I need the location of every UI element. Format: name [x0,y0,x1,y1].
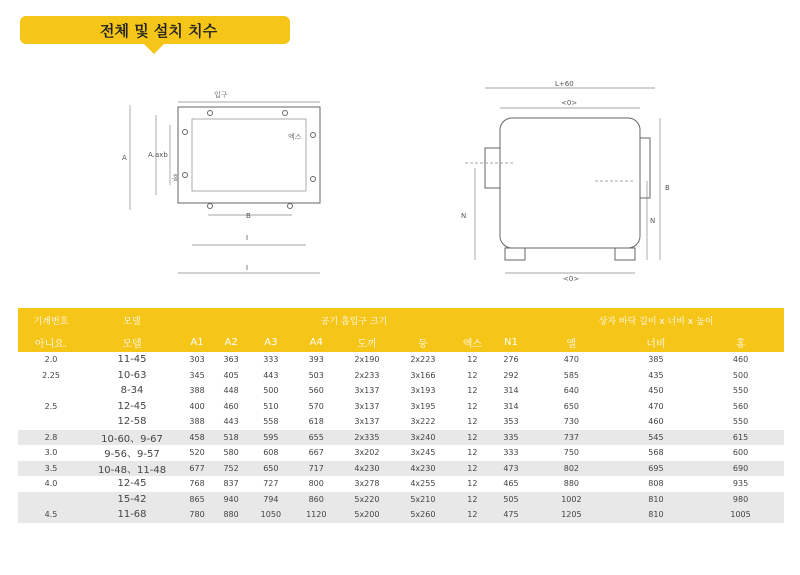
value-cell: 695 [615,461,697,477]
dim-base-label: <0> [563,275,580,283]
dim-l-label: I [246,264,249,272]
value-cell: 2x190 [354,355,380,365]
value-cell: 640 [563,386,580,396]
value-cell: 12 [451,507,494,523]
value-cell: 276 [503,355,519,365]
value-cell: 752 [214,461,248,477]
value-cell: 520 [189,448,205,458]
dim-n1-label: N [650,217,656,225]
value-cell: 1120 [294,507,339,523]
value-cell: 677 [180,461,214,477]
table-row [18,461,784,477]
value-cell: 460 [223,401,239,411]
value-cell: 650 [563,401,580,411]
header-inlet-size: 공기 흡입구 크기 [180,308,528,332]
value-cell: 4x230 [395,461,451,477]
model-cell: 11-45 [117,354,147,366]
machine-no-cell: 2.8 [18,430,84,446]
machine-no-cell: 2.25 [42,370,60,380]
value-cell: 2x233 [354,370,380,380]
dim-h-label: 홍 [172,174,179,182]
value-cell: 3x278 [354,479,380,489]
value-cell: 618 [308,417,324,427]
value-cell: 2x335 [339,430,395,446]
header-h: 홍 [697,332,784,352]
value-cell: 12 [467,417,478,427]
model-cell: 8-34 [120,385,144,397]
value-cell: 505 [494,492,528,508]
header-n1: N1 [494,332,528,352]
value-cell: 12 [467,370,478,380]
value-cell: 940 [214,492,248,508]
banner-pointer [144,44,164,54]
value-cell: 768 [189,479,205,489]
value-cell: 12 [467,479,478,489]
value-cell: 510 [263,401,279,411]
machine-no-cell [18,383,84,399]
header-machine-no: 기계번호 [18,308,84,332]
dim-height-label: B [665,184,670,192]
value-cell: 388 [189,386,205,396]
value-cell: 667 [308,448,324,458]
header-x: 엑스 [451,332,494,352]
value-cell: 560 [732,401,749,411]
value-cell: 980 [697,492,784,508]
value-cell: 690 [697,461,784,477]
header-axe: 도끼 [339,332,395,352]
model-cell: 10-63 [117,369,147,381]
value-cell: 3x193 [410,386,436,396]
value-cell: 292 [503,370,519,380]
value-cell: 935 [732,479,749,489]
table-row [18,414,784,430]
value-cell: 717 [294,461,339,477]
value-cell: 570 [308,401,324,411]
value-cell: 470 [563,355,580,365]
header-w: 너비 [615,332,697,352]
value-cell: 475 [494,507,528,523]
header-model: 모델 [84,308,180,332]
header-b: 둥 [395,332,451,352]
value-cell: 385 [648,355,664,365]
machine-no-cell: 3.5 [18,461,84,477]
value-cell: 3x245 [410,448,436,458]
machine-no-cell: 4.0 [44,479,58,489]
value-cell: 880 [563,479,580,489]
value-cell: 3x240 [395,430,451,446]
value-cell: 518 [214,430,248,446]
header-l: 엘 [528,332,615,352]
value-cell: 500 [732,370,749,380]
table-row [18,368,784,384]
value-cell: 727 [263,479,279,489]
value-cell: 808 [648,479,664,489]
dim-i-label: I [246,234,249,242]
section-title: 전체 및 설치 치수 [100,22,218,40]
value-cell: 585 [563,370,580,380]
value-cell: 800 [308,479,324,489]
value-cell: 5x200 [339,507,395,523]
dim-b-label: B [246,212,251,220]
machine-no-cell: 4.5 [18,507,84,523]
header-model-sub: 모델 [84,332,180,352]
value-cell: 545 [615,430,697,446]
value-cell: 400 [189,401,205,411]
table-row [18,507,784,523]
value-cell: 443 [223,417,239,427]
hole-label: 엑스 [288,133,302,141]
table-row [18,430,784,446]
model-cell: 15-42 [84,492,180,508]
value-cell: 737 [528,430,615,446]
value-cell: 435 [648,370,664,380]
value-cell: 314 [503,386,519,396]
value-cell: 810 [615,507,697,523]
value-cell: 448 [223,386,239,396]
model-cell: 10-48、11-48 [84,461,180,477]
value-cell: 3x137 [354,386,380,396]
value-cell: 550 [732,417,749,427]
value-cell: 5x220 [339,492,395,508]
table-row [18,445,784,461]
header-no-sub: 아니요. [18,332,84,352]
value-cell: 450 [648,386,664,396]
value-cell: 345 [189,370,205,380]
value-cell: 608 [263,448,279,458]
value-cell: 860 [294,492,339,508]
value-cell: 465 [503,479,519,489]
machine-no-cell: 2.0 [44,355,58,365]
value-cell: 3x137 [354,401,380,411]
value-cell: 560 [308,386,324,396]
machine-no-cell [18,492,84,508]
dim-inner-length-label: <0> [561,99,578,107]
value-cell: 405 [223,370,239,380]
value-cell: 12 [467,401,478,411]
dim-n-label: N [461,212,467,220]
value-cell: 780 [180,507,214,523]
table-row [18,492,784,508]
table-row [18,476,784,492]
value-cell: 12 [451,430,494,446]
value-cell: 1005 [697,507,784,523]
value-cell: 4x255 [410,479,436,489]
value-cell: 388 [189,417,205,427]
value-cell: 460 [648,417,664,427]
machine-no-cell: 3.0 [44,448,58,458]
value-cell: 802 [528,461,615,477]
header-box-size: 상자 바닥 길이 x 너비 x 높이 [528,308,784,332]
model-cell: 12-58 [117,416,147,428]
dim-axb-label: A.axb [148,151,168,159]
value-cell: 4x230 [339,461,395,477]
header-a1: A1 [180,332,214,352]
value-cell: 393 [308,355,324,365]
model-cell: 10-60、9-67 [84,430,180,446]
value-cell: 3x166 [410,370,436,380]
inlet-label: 입구 [214,91,228,99]
value-cell: 650 [248,461,293,477]
header-a2: A2 [214,332,248,352]
value-cell: 655 [294,430,339,446]
table-row [18,383,784,399]
value-cell: 470 [648,401,664,411]
value-cell: 750 [563,448,580,458]
value-cell: 363 [223,355,239,365]
value-cell: 460 [732,355,749,365]
value-cell: 503 [308,370,324,380]
value-cell: 568 [648,448,664,458]
value-cell: 600 [732,448,749,458]
value-cell: 473 [494,461,528,477]
value-cell: 880 [214,507,248,523]
value-cell: 443 [263,370,279,380]
box-side-drawing [455,78,675,283]
value-cell: 1205 [528,507,615,523]
machine-no-cell [18,414,84,430]
value-cell: 615 [697,430,784,446]
value-cell: 558 [263,417,279,427]
machine-no-cell: 2.5 [44,401,58,411]
value-cell: 5x210 [395,492,451,508]
value-cell: 1050 [248,507,293,523]
table-row [18,399,784,415]
value-cell: 12 [451,492,494,508]
header-a4: A4 [294,332,339,352]
header-a3: A3 [248,332,293,352]
value-cell: 837 [223,479,239,489]
value-cell: 353 [503,417,519,427]
value-cell: 810 [615,492,697,508]
value-cell: 303 [189,355,205,365]
value-cell: 314 [503,401,519,411]
value-cell: 12 [467,355,478,365]
value-cell: 550 [732,386,749,396]
value-cell: 5x260 [395,507,451,523]
value-cell: 12 [467,386,478,396]
value-cell: 730 [563,417,580,427]
value-cell: 595 [248,430,293,446]
table-row [18,352,784,368]
model-cell: 11-68 [84,507,180,523]
value-cell: 865 [180,492,214,508]
model-cell: 12-45 [117,400,147,412]
value-cell: 500 [263,386,279,396]
dim-length-label: L+60 [555,80,574,88]
value-cell: 458 [180,430,214,446]
value-cell: 1002 [528,492,615,508]
value-cell: 333 [503,448,519,458]
dimension-table [18,308,784,523]
value-cell: 3x137 [354,417,380,427]
value-cell: 335 [494,430,528,446]
dim-a-label: A [122,154,127,162]
model-cell: 12-45 [117,478,147,490]
value-cell: 12 [467,448,478,458]
value-cell: 794 [248,492,293,508]
value-cell: 3x202 [354,448,380,458]
value-cell: 3x222 [410,417,436,427]
value-cell: 2x223 [410,355,436,365]
value-cell: 580 [223,448,239,458]
inlet-flange-drawing [120,85,330,280]
value-cell: 3x195 [410,401,436,411]
value-cell: 333 [263,355,279,365]
value-cell: 12 [451,461,494,477]
model-cell: 9-56、9-57 [104,449,160,461]
